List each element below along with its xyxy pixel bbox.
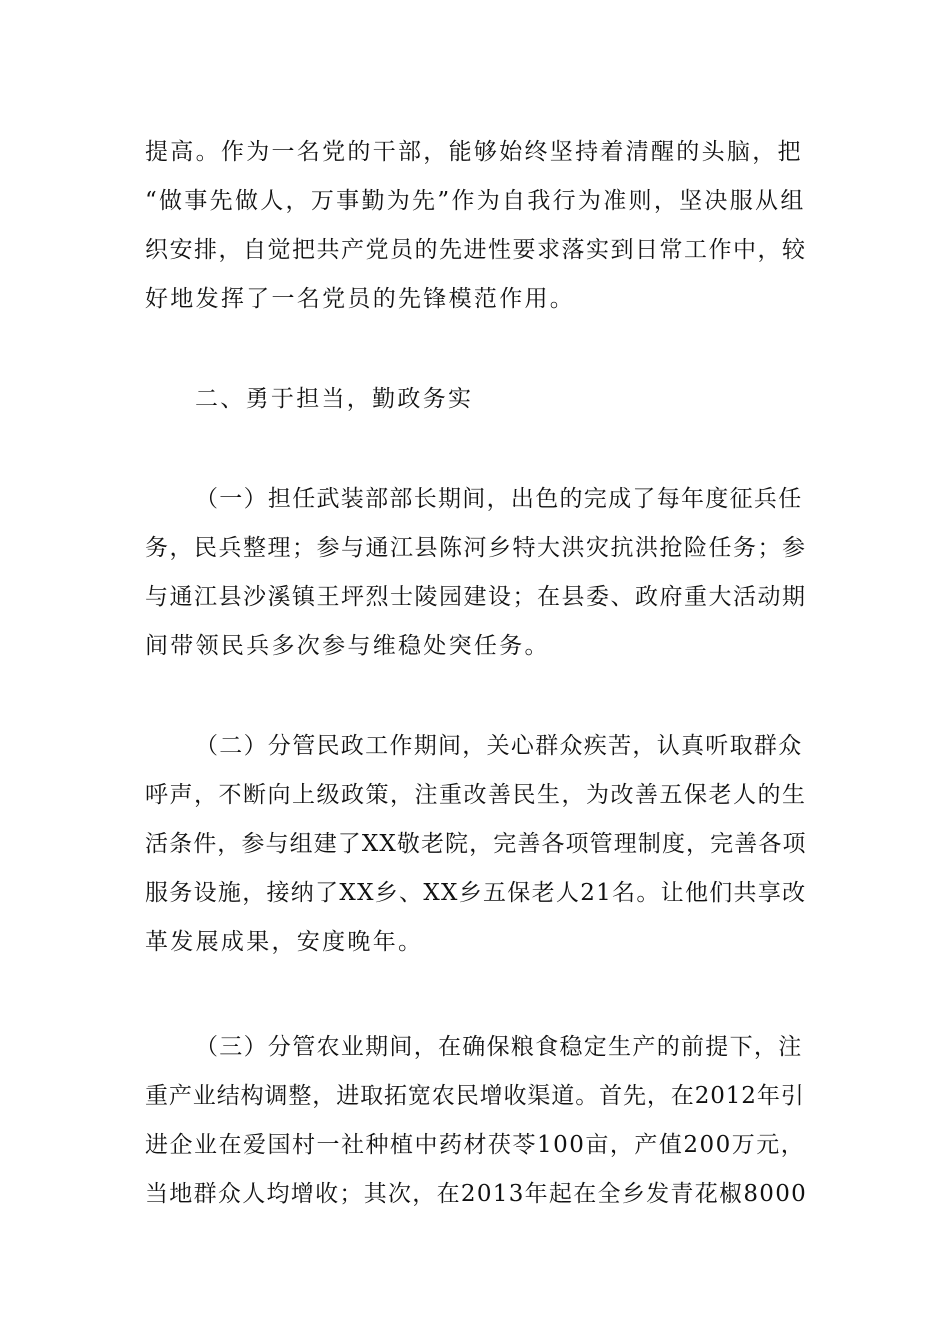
paragraph-agriculture	[145, 1023, 807, 1219]
text-line: 活条件，参与组建了XX敬老院，完善各项管理制度，完善各项	[145, 831, 807, 857]
text-line: 进企业在爱国村一社种植中药材茯苓100亩，产值200万元，	[145, 1132, 806, 1158]
text-line: 革发展成果，安度晚年。	[145, 929, 424, 955]
text-line: 呼声，不断向上级政策，注重改善民生，为改善五保老人的生	[145, 782, 807, 808]
text-line: （三）分管农业期间，在确保粮食稳定生产的前提下，注	[195, 1034, 803, 1060]
text-line: “做事先做人，万事勤为先”作为自我行为准则，坚决服从组	[145, 188, 806, 214]
text-line: 织安排，自觉把共产党员的先进性要求落实到日常工作中，较	[145, 237, 807, 263]
section-heading: 二、勇于担当，勤政务实	[195, 386, 474, 412]
text-line: 好地发挥了一名党员的先锋模范作用。	[145, 286, 576, 312]
text-line: 重产业结构调整，进取拓宽农民增收渠道。首先，在2012年引	[145, 1083, 805, 1109]
text-line: （一）担任武装部部长期间，出色的完成了每年度征兵任	[195, 486, 803, 512]
paragraph-party-cadre	[145, 128, 807, 324]
text-line: 服务设施，接纳了XX乡、XX乡五保老人21名。让他们共享改	[145, 880, 807, 906]
text-line: 务，民兵整理；参与通江县陈河乡特大洪灾抗洪抢险任务；参	[145, 535, 807, 561]
text-line: 提高。作为一名党的干部，能够始终坚持着清醒的头脑，把	[145, 139, 803, 165]
text-line: 间带领民兵多次参与维稳处突任务。	[145, 633, 550, 659]
paragraph-civil-affairs	[145, 722, 807, 967]
text-line: （二）分管民政工作期间，关心群众疾苦，认真听取群众	[195, 733, 803, 759]
paragraph-armed-forces	[145, 475, 807, 671]
text-line: 当地群众人均增收；其次，在2013年起在全乡发青花椒8000	[145, 1181, 808, 1207]
text-line: 与通江县沙溪镇王坪烈士陵园建设；在县委、政府重大活动期	[145, 584, 807, 610]
